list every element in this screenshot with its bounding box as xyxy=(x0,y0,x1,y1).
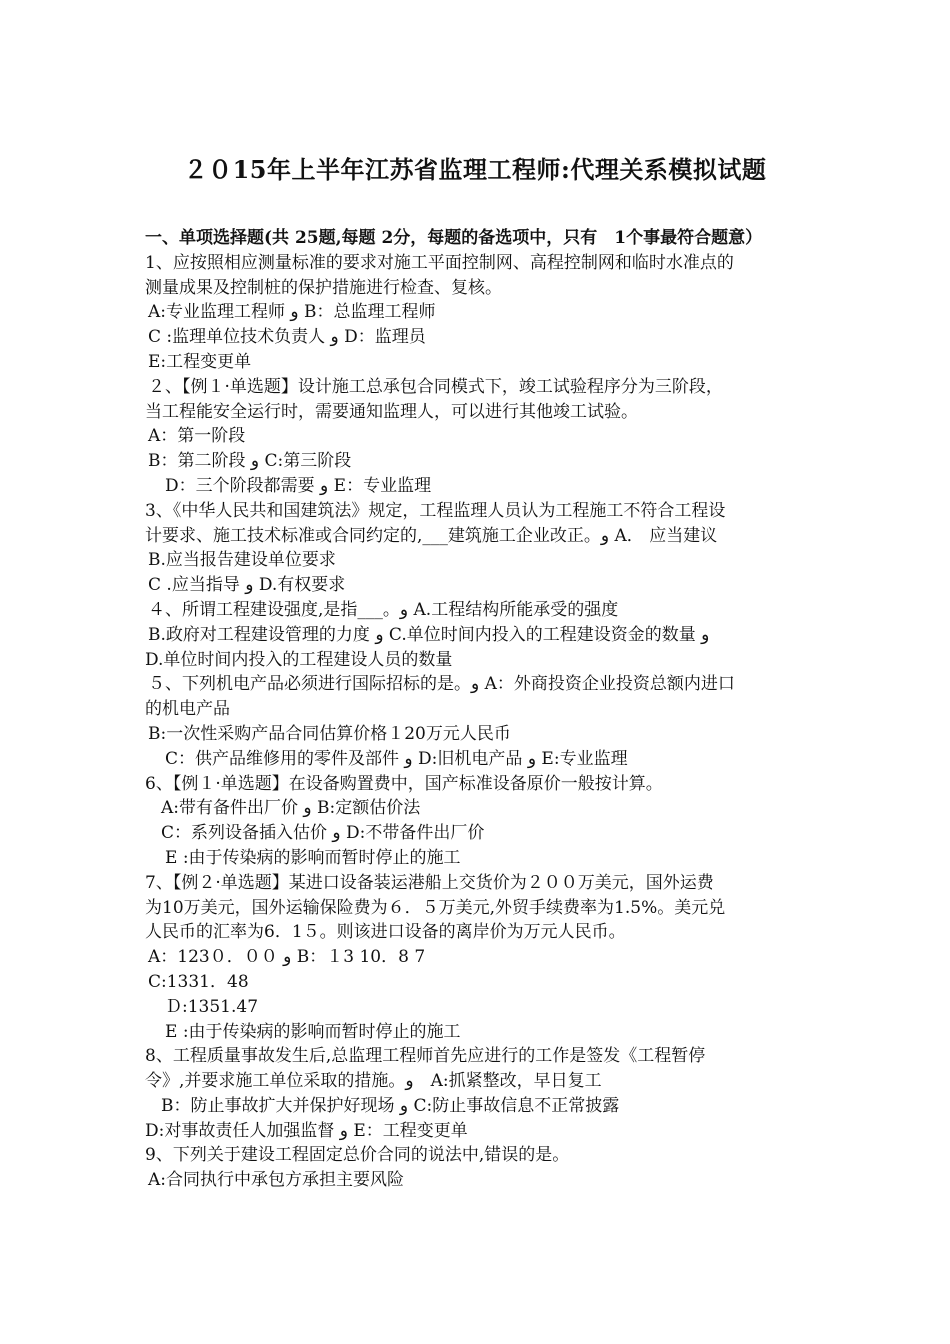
question-3-text: 3、《中华人民共和国建筑法》规定，工程监理人员认为工程施工不符合工程设 xyxy=(145,500,726,521)
question-1-text-cont: 测量成果及控制桩的保护措施进行检查、复核。 xyxy=(145,277,502,298)
question-1-options-ab: A:专业监理工程师 و B：总监理工程师 xyxy=(148,302,436,323)
question-2-options-bc: B：第二阶段 و C:第三阶段 xyxy=(148,451,352,472)
question-4-options-bc: B.政府对工程建设管理的力度 و C.单位时间内投入的工程建设资金的数量 و xyxy=(148,624,710,645)
question-9-text: 9、下列关于建设工程固定总价合同的说法中,错误的是。 xyxy=(145,1145,570,1166)
question-7-text: 7、【例２·单选题】某进口设备装运港船上交货价为２００万美元，国外运费 xyxy=(145,872,714,893)
question-2-options-de: D：三个阶段都需要 و E：专业监理 xyxy=(165,475,432,496)
question-1-text: 1、应按照相应测量标准的要求对施工平面控制网、高程控制网和临时水准点的 xyxy=(145,252,734,273)
question-7-options-ab: A：123０．００ و B：１3 10．8 7 xyxy=(148,947,426,968)
question-7-text-cont-2: 人民币的汇率为6．1５。则该进口设备的离岸价为万元人民币。 xyxy=(145,922,626,943)
question-9-option-a: A:合同执行中承包方承担主要风险 xyxy=(148,1170,405,1191)
question-5-text: ５、下列机电产品必须进行国际招标的是。و A：外商投资企业投资总额内进口 xyxy=(148,674,735,695)
question-5-text-cont: 的机电产品 xyxy=(145,699,230,720)
question-1-options-cd: C :监理单位技术负责人 و D：监理员 xyxy=(148,327,426,348)
question-5-options-cde: C：供产品维修用的零件及部件 و D:旧机电产品 و E:专业监理 xyxy=(165,748,628,769)
question-3-options-cd: C .应当指导 و D.有权要求 xyxy=(148,575,346,596)
question-2-option-a: A：第一阶段 xyxy=(148,426,246,447)
question-7-option-c: C:1331．48 xyxy=(148,971,249,992)
question-8-options-de: D:对事故责任人加强监督 و E：工程变更单 xyxy=(145,1120,468,1141)
question-6-text: 6、【例１·单选题】在设备购置费中，国产标准设备原价一般按计算。 xyxy=(145,773,663,794)
question-3-option-b: B.应当报告建设单位要求 xyxy=(148,550,336,571)
question-6-option-e: E :由于传染病的影响而暂时停止的施工 xyxy=(165,847,461,868)
question-8-text-cont: 令》,并要求施工单位采取的措施。و A:抓紧整改，早日复工 xyxy=(145,1071,602,1092)
question-7-text-cont: 为10万美元，国外运输保险费为６．５万美元,外贸手续费率为1.5%。美元兑 xyxy=(145,897,726,918)
question-8-options-bc: B：防止事故扩大并保护好现场 و C:防止事故信息不正常披露 xyxy=(161,1095,620,1116)
question-2-text-cont: 当工程能安全运行时，需要通知监理人，可以进行其他竣工试验。 xyxy=(145,401,638,422)
question-5-option-b: B:一次性采购产品合同估算价格１20万元人民币 xyxy=(148,723,511,744)
question-6-options-cd: C：系列设备插入估价 و D:不带备件出厂价 xyxy=(161,823,485,844)
document-title: ２０15年上半年江苏省监理工程师:代理关系模拟试题 xyxy=(183,155,767,184)
question-8-text: 8、工程质量事故发生后,总监理工程师首先应进行的工作是签发《工程暂停 xyxy=(145,1046,706,1067)
question-7-option-d: Ｄ:1351.47 xyxy=(165,996,259,1017)
question-6-options-ab: A:带有备件出厂价 و B:定额估价法 xyxy=(161,798,421,819)
question-7-option-e: E :由于传染病的影响而暂时停止的施工 xyxy=(165,1021,461,1042)
question-4-text: ４、所谓工程建设强度,是指___。و A.工程结构所能承受的强度 xyxy=(148,599,619,620)
question-2-text: ２、【例１·单选题】设计施工总承包合同模式下，竣工试验程序分为三阶段， xyxy=(148,376,723,397)
section-heading: 一、单项选择题(共 25题,每题 2分，每题的备选项中，只有 1个事最符合题意） xyxy=(145,228,763,248)
document-body xyxy=(145,226,810,1193)
question-4-option-d: D.单位时间内投入的工程建设人员的数量 xyxy=(145,649,453,670)
question-3-text-cont: 计要求、施工技术标准或合同约定的,___建筑施工企业改正。و A． 应当建议 xyxy=(145,525,718,546)
question-1-option-e: E:工程变更单 xyxy=(148,351,252,372)
